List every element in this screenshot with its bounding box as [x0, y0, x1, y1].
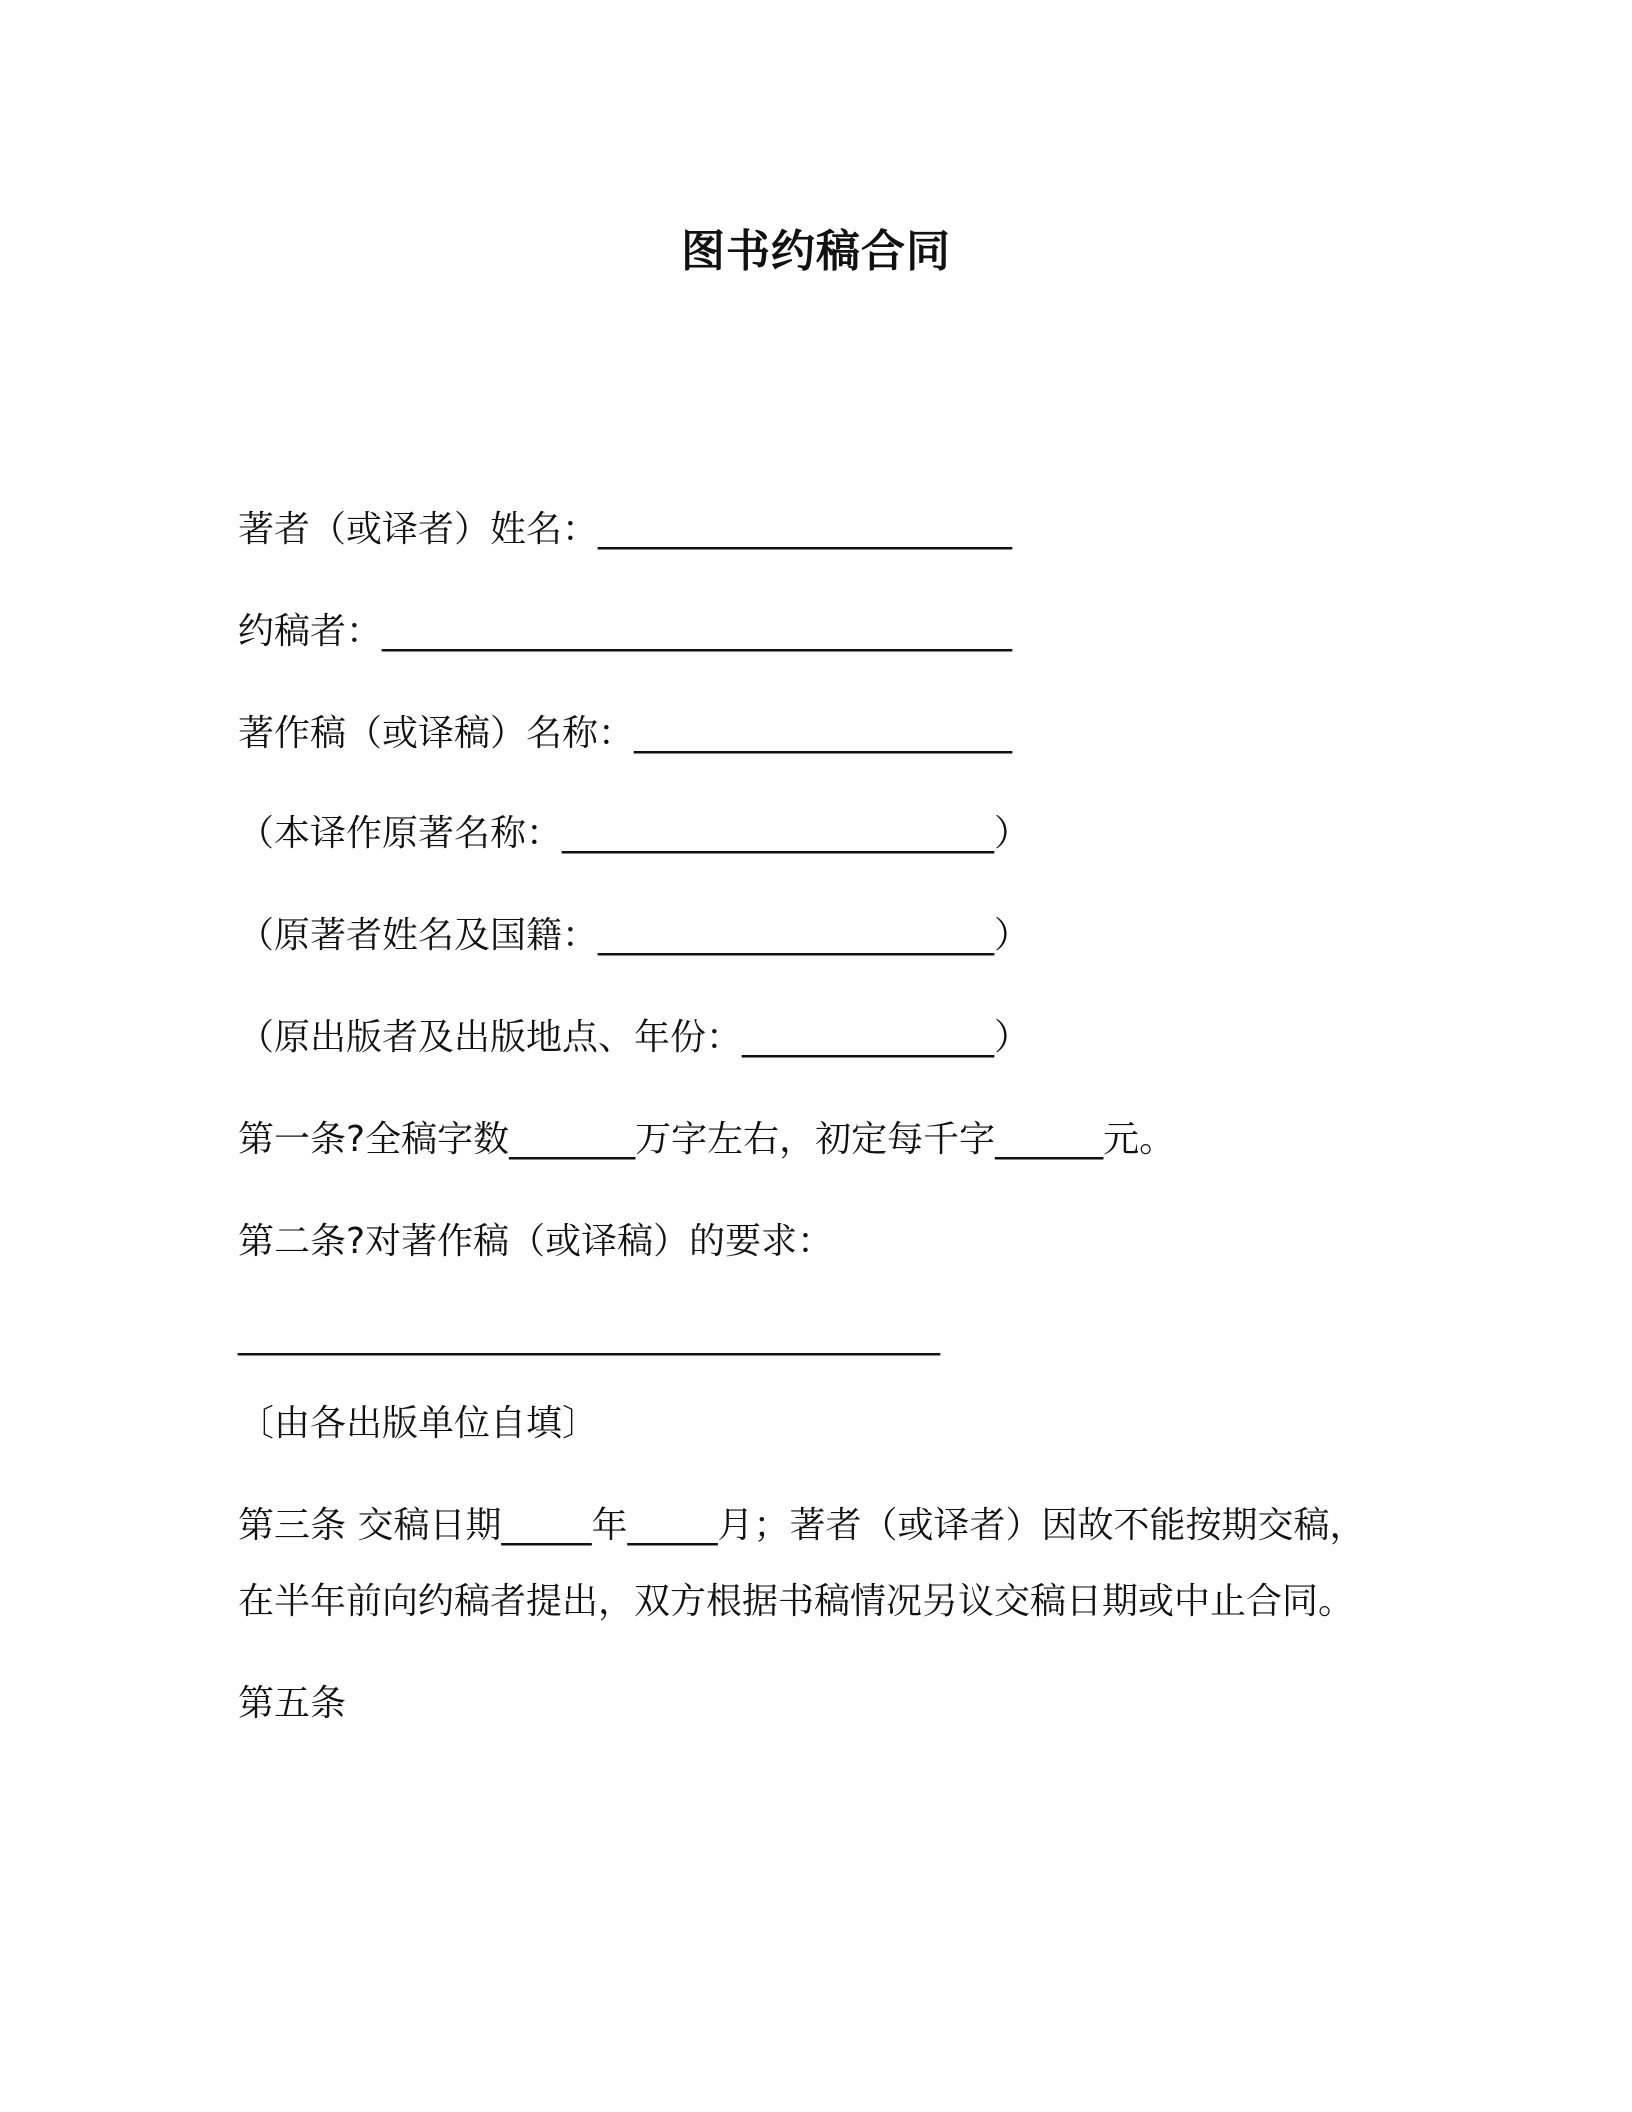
requirements-blank-line: _______________________________________ — [238, 1315, 940, 1356]
article-two-line: 第二条?对著作稿（或译稿）的要求： — [238, 1221, 834, 1262]
original-title-line: （本译作原著名称：________________________） — [238, 813, 1031, 854]
article-five-line: 第五条 — [238, 1683, 347, 1724]
commissioner-line: 约稿者：___________________________________ — [238, 611, 1013, 652]
work-title-line: 著作稿（或译稿）名称：_____________________ — [238, 713, 1013, 754]
article-three-line-2: 在半年前向约稿者提出，双方根据书稿情况另议交稿日期或中止合同。 — [238, 1581, 1355, 1622]
original-publisher-line: （原出版者及出版地点、年份：______________） — [238, 1017, 1031, 1058]
author-name-line: 著者（或译者）姓名：_______________________ — [238, 509, 1013, 550]
document-title: 图书约稿合同 — [681, 226, 951, 277]
original-author-line: （原著者姓名及国籍：______________________） — [238, 915, 1031, 956]
article-three-line-1: 第三条 交稿日期_____年_____月；著者（或译者）因故不能按期交稿， — [238, 1505, 1366, 1546]
article-one-line: 第一条?全稿字数_______万字左右，初定每千字______元。 — [238, 1119, 1176, 1160]
publisher-fill-note: 〔由各出版单位自填〕 — [238, 1403, 599, 1444]
